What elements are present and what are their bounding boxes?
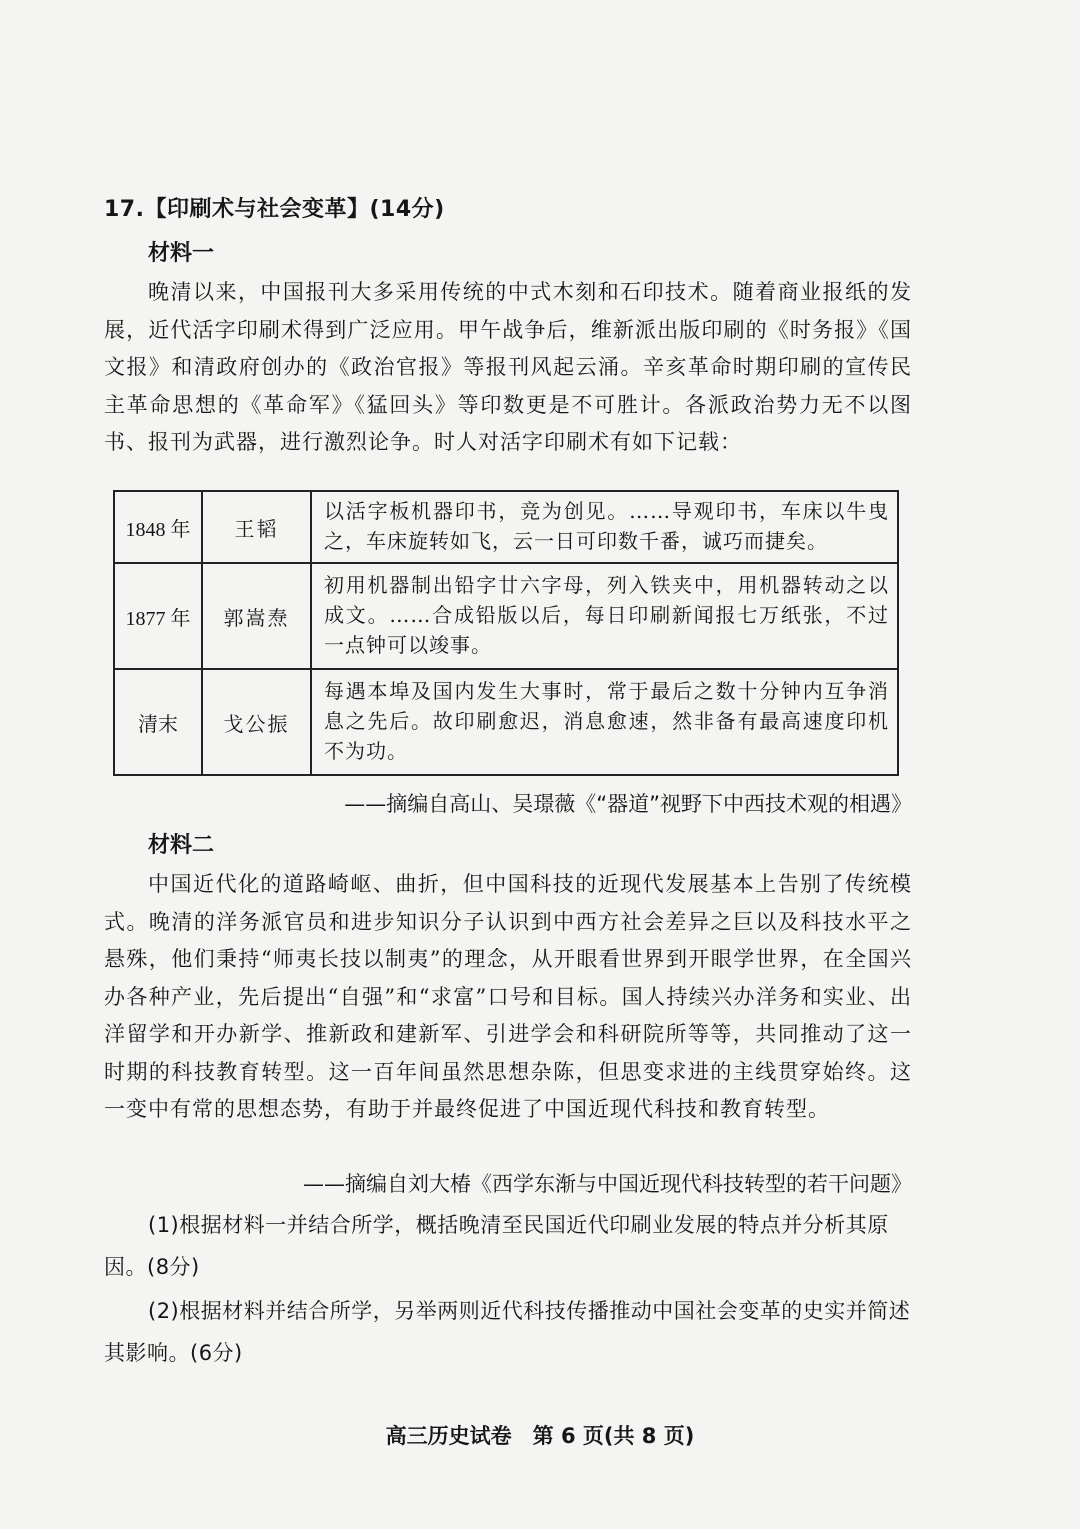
record-year: 清末: [114, 669, 202, 775]
material2-heading: 材料二: [148, 833, 215, 858]
subquestion-1: (1)根据材料一并结合所学，概括晚清至民国近代印刷业发展的特点并分析其原因。(8分): [104, 1213, 889, 1279]
records-table: [113, 490, 899, 776]
subquestion-2: (2)根据材料并结合所学，另举两则近代科技传播推动中国社会变革的史实并简述其影响。(6分): [104, 1299, 911, 1365]
table-row: [114, 669, 898, 775]
question-title: 17.【印刷术与社会变革】(14分): [104, 197, 445, 222]
table-row: [114, 563, 898, 669]
material2-paragraph: 中国近代化的道路崎岖、曲折，但中国科技的近现代发展基本上告别了传统模式。晚清的洋务派官员和进步知识分子认识到中西方社会差异之巨以及科技水平之悬殊，他们秉持“师夷长技以制夷”的理念，从开眼看世界到开眼学世界，在全国兴办各种产业，先后提出“自强”和“求富”口号和目标。国人持续兴办洋务和实业、出洋留学和开办新学、推新政和建新军、引进学会和科研院所等等，共同推动了这一时期的科技教育转型。这一百年间虽然思想杂陈，但思变求进的主线贯穿始终。这一变中有常的思想态势，有助于并最终促进了中国近现代科技和教育转型。: [104, 872, 912, 1121]
record-year: 1848 年: [114, 491, 202, 563]
record-year: 1877 年: [114, 563, 202, 669]
material1-paragraph: 晚清以来，中国报刊大多采用传统的中式木刻和石印技术。随着商业报纸的发展，近代活字印刷术得到广泛应用。甲午战争后，维新派出版印刷的《时务报》《国文报》和清政府创办的《政治官报》等报刊风起云涌。辛亥革命时期印刷的宣传民主革命思想的《革命军》《猛回头》等印数更是不可胜计。各派政治势力无不以图书、报刊为武器，进行激烈论争。时人对活字印刷术有如下记载：: [104, 280, 912, 454]
record-text: 初用机器制出铅字廿六字母，列入铁夹中，用机器转动之以成文。……合成铅版以后，每日印刷新闻报七万纸张，不过一点钟可以竣事。: [311, 563, 898, 669]
record-person: 戈公振: [202, 669, 311, 775]
material1-heading: 材料一: [148, 241, 215, 266]
record-person: 王韬: [202, 491, 311, 563]
record-text: 以活字板机器印书，竞为创见。……导观印书，车床以牛曳之，车床旋转如飞，云一日可印数千番，诚巧而捷矣。: [311, 491, 898, 563]
material1-source: ——摘编自高山、吴璟薇《“器道”视野下中西技术观的相遇》: [344, 792, 912, 816]
record-text: 每遇本埠及国内发生大事时，常于最后之数十分钟内互争消息之先后。故印刷愈迟，消息愈速，然非备有最高速度印机不为功。: [311, 669, 898, 775]
material2-source: ——摘编自刘大椿《西学东渐与中国近现代科技转型的若干问题》: [303, 1172, 912, 1196]
page-footer: 高三历史试卷 第 6 页(共 8 页): [385, 1424, 695, 1448]
record-person: 郭嵩焘: [202, 563, 311, 669]
table-row: [114, 491, 898, 563]
